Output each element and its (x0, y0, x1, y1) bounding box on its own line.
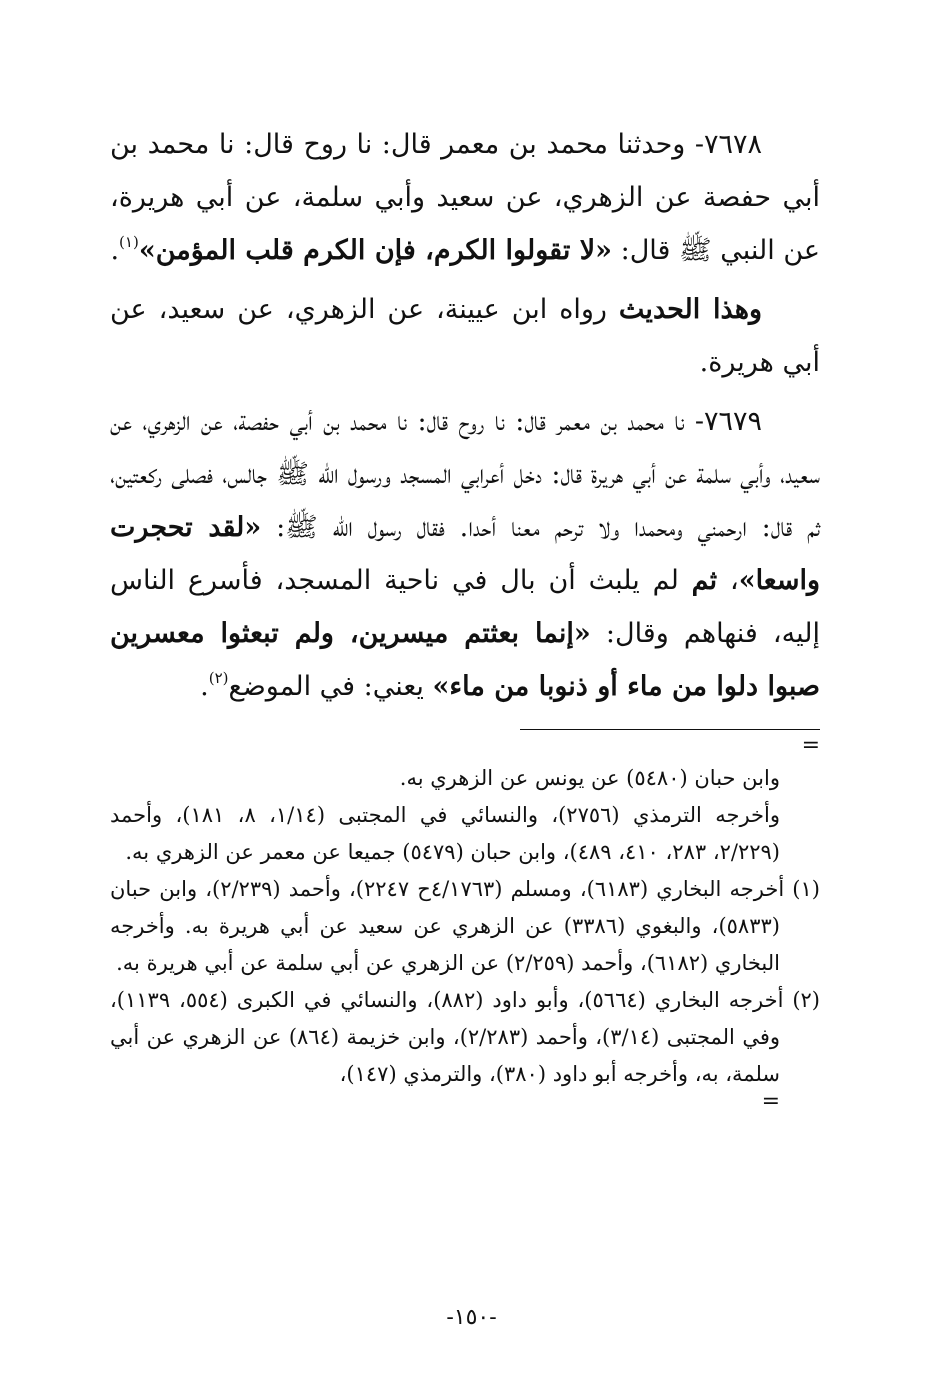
hadith-7678-text: ٧٦٧٨- وحدثنا محمد بن معمر قال: نا روح قال: نا محمد بن أبي حفصة عن الزهري، عن سعيد وأبي سلمة، عن أبي هريرة، عن النبي ﷺ قال: (110, 129, 820, 266)
continuation-mark-top: = (801, 733, 820, 758)
hadith-7678-quote: «لا تقولوا الكرم، فإن الكرم قلب المؤمن» (138, 235, 613, 266)
note-text: رواه ابن عيينة، عن الزهري، عن سعيد، عن أبي هريرة. (110, 294, 820, 378)
hadith-7679-bold-word: ثم (691, 565, 718, 596)
hadith-7679-text-2: ، (717, 565, 739, 596)
footnote-continuation-line: وأخرجه الترمذي (٢٧٥٦)، والنسائي في المجتبى (١/١٤، ٨، ١٨١)، وأحمد (٢/٢٢٩، ٢٨٣، ٤١٠، ٤٨٩)، وابن حبان (٥٤٧٩) جميعا عن معمر عن الزهري به. (110, 803, 780, 864)
footnote-separator (520, 729, 820, 730)
footnote-ref-1[interactable]: (١) (119, 233, 139, 251)
hadith-7679-text-4: يعني: في الموضع (228, 671, 433, 702)
hadith-7678-paragraph (110, 118, 820, 277)
hadith-7679-paragraph (110, 395, 820, 713)
footnote-continuation-line: وابن حبان (٥٤٨٠) عن يونس عن الزهري به. (399, 766, 780, 790)
page-number: -١٥٠- (446, 1305, 497, 1330)
hadith-7679-end: . (200, 671, 209, 702)
continuation-mark-bottom: = (761, 1089, 780, 1114)
footnotes (110, 760, 820, 1114)
hadith-7678-end: . (110, 235, 120, 266)
hadith-7679-quote-1: «لقد تحجرت واسعا» (110, 512, 820, 596)
hadith-7678-note-paragraph (110, 283, 820, 389)
footnote-1: (١) أخرجه البخاري (٦١٨٣)، ومسلم (٤/١٧٦٣ح ٢٢٤٧)، وأحمد (٢/٢٣٩)، وابن حبان (٥٨٣٣)، والبغوي (٣٣٨٦) عن الزهري عن سعيد عن أبي هريرة به. وأخرجه البخاري (٦١٨٢)، وأحمد (٢/٢٥٩) عن الزهري عن أبي سلمة عن أبي هريرة به. (110, 877, 820, 975)
page-body (110, 118, 820, 1338)
hadith-7679-text-3: لم يلبث أن بال في ناحية المسجد، فأسرع الناس إليه، فنهاهم وقال: (110, 565, 820, 649)
footnote-ref-2[interactable]: (٢) (208, 669, 229, 687)
hadith-7679-text-1: ٧٦٧٩- نا محمد بن معمر قال: نا روح قال: نا محمد بن أبي حفصة، عن الزهري، عن سعيد، وأبي سلمة عن أبي هريرة قال: دخل أعرابي المسجد ورسول الله ﷺ جالس، فصلى ركعتين، ثم قال: ارحمني ومحمدا ولا ترحم معنا أحدا. فقال رسول الله ﷺ: (110, 406, 820, 543)
main-text (110, 118, 820, 713)
hadith-7679-quote-2: «إنما بعثتم ميسرين، ولم تبعثوا معسرين صبوا دلوا من ماء أو ذنوبا من ماء» (110, 618, 820, 702)
footnote-2: (٢) أخرجه البخاري (٥٦٦٤)، وأبو داود (٨٨٢)، والنسائي في الكبرى (٥٥٤، ١١٣٩)، وفي المجتبى (٣/١٤)، وأحمد (٢/٢٨٣)، وابن خزيمة (٨٦٤) عن الزهري عن أبي سلمة، به، وأخرجه أبو داود (٣٨٠)، والترمذي (١٤٧)، (110, 988, 820, 1086)
note-lead: وهذا الحديث (618, 294, 762, 325)
